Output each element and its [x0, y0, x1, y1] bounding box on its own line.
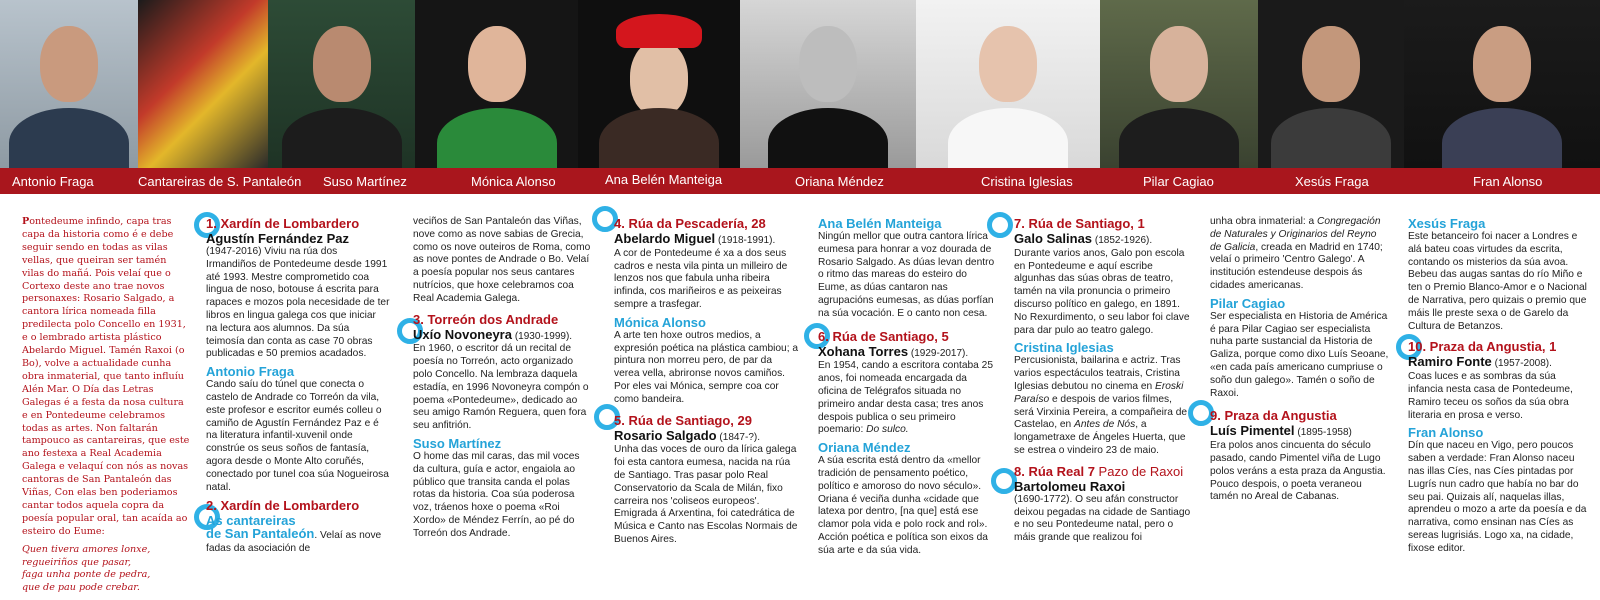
- performer-name: Suso Martínez: [413, 435, 502, 451]
- performer-name: Mónica Alonso: [614, 314, 706, 330]
- stop-heading-place: Pazo de Raxoi: [1094, 463, 1184, 479]
- book-title: Do sulco.: [866, 424, 909, 436]
- photo-cristina-iglesias: [916, 0, 1100, 168]
- column-3: [614, 216, 800, 547]
- photo-monica-alonso: [415, 0, 578, 168]
- continued-text: , creada en Madrid en 1740; velaí o primeiro 'Centro Galego'. A institución estendeuse despois ás cidades americanas.: [1210, 241, 1383, 291]
- photo-suso-martinez: [268, 0, 415, 168]
- honoree-years: (1918-1991).: [717, 235, 776, 246]
- continued-text: unha obra inmaterial: a: [1210, 216, 1318, 227]
- name-label: Cantareiras de S. Pantaleón: [138, 174, 302, 189]
- portrait-strip: [0, 0, 1600, 168]
- honoree-name: Luís Pimentel: [1210, 423, 1295, 439]
- verse-line: regueiriños que pasar,: [22, 556, 132, 568]
- performer-text: . Velaí as nove fadas da asociación de: [206, 530, 382, 555]
- honoree-years: (1895-1958): [1297, 427, 1352, 439]
- verse-line: Quen tivera amores lonxe,: [22, 543, 151, 555]
- performer-name: de San Pantaleón: [206, 526, 315, 542]
- stop-heading: 9. Praza da Angustia: [1210, 408, 1337, 424]
- honoree-text: A cor de Pontedeume é xa a dos seus cadros e nesta vila pinta un milleiro de lenzos nos que fabula unha ribeira infinda, cos mariñeiros e as peixeiras sempre a trasfegar.: [614, 247, 788, 310]
- honoree-text: Era polos anos cincuenta do século pasado, cando Pimentel viña de Lugo polos veráns a esta praza da Angustia. Pouco despois, o poeta veraneou tamén no Areal de Cabanas.: [1210, 440, 1386, 503]
- name-label: Mónica Alonso: [471, 174, 556, 189]
- name-label: Fran Alonso: [1473, 174, 1543, 189]
- performer-text: Dín que naceu en Vigo, pero poucos saben a verdade: Fran Alonso naceu nas illas Cíes, nas Cíes pintadas por Lugrís nun cadro que había no bar do seu pai. Quizais alí, naquelas illas, aprendeu o mozo a arte da poesía e da narrativa, como ensinan nas Cíes as sereas lugrisiás. Logo xa, na cidade, fixose editor.: [1408, 440, 1587, 554]
- column-4: [818, 216, 998, 558]
- performer-text: Percusionista, bailarina e actriz. Tras varios espectáculos teatrais, Cristina Iglesias debutou no cinema en: [1014, 355, 1181, 392]
- photo-cantareiras: [138, 0, 268, 168]
- name-label: Ana Belén Manteiga: [605, 172, 723, 187]
- honoree-name: Bartolomeu Raxoi: [1014, 478, 1126, 494]
- performer-text: A súa escrita está dentro da «mellor tradición de pensamento poético, político e amoroso do novo século». Oriana é veciña dunha «cidade que latexa por dentro, [na que] está ese clamor pola vida e polo rock and rol». Acción poética e política son eixos da súa arte e da súa vida.: [818, 455, 988, 556]
- performer-name: Antonio Fraga: [206, 364, 295, 380]
- photo-oriana-mendez: [740, 0, 916, 168]
- name-label: Antonio Fraga: [12, 174, 94, 189]
- verse-line: faga unha ponte de pedra,: [22, 569, 151, 581]
- performer-text: Este betanceiro foi nacer a Londres e alá bateu coas virtudes da escrita, contando os misterios da súa avoa. Bebeu das augas santas do río Miño e ten o Premio Blanco-Amor e o Nacional de Narrativa, pero quizais o premio que máis lle preste sexa o de Garelo da Cultura de Betanzos.: [1408, 231, 1587, 332]
- performer-text: O home das mil caras, das mil voces da cultura, guía e actor, engaiola ao público que transita canda el polas rotas da historia. Coa súa poderosa voz, tráenos hoxe o poema «Roi Xordo» de Méndez Ferrín, ao pé do Torreón dos Andrade.: [413, 450, 580, 539]
- performer-text: e despois de varios filmes, será Virxinia Pereira, a compañeira de Castelao, en: [1014, 393, 1188, 431]
- performer-name: Xesús Fraga: [1408, 216, 1486, 231]
- verse-line: que de pau pode crebar.: [22, 582, 140, 594]
- performer-name: Oriana Méndez: [818, 440, 911, 456]
- stop-heading: 4. Rúa da Pescadería, 28: [614, 216, 766, 231]
- performer-name: Ana Belén Manteiga: [818, 216, 942, 231]
- stop-heading: 5. Rúa de Santiago, 29: [614, 412, 752, 428]
- photo-antonio-fraga: [0, 0, 138, 168]
- name-label: Pilar Cagiao: [1143, 174, 1214, 189]
- photo-ana-belen-manteiga: [578, 0, 740, 168]
- honoree-years: (1852-1926).: [1094, 235, 1153, 246]
- performer-name: Fran Alonso: [1408, 425, 1484, 441]
- film-title: Eroski Paraíso: [1014, 380, 1184, 405]
- honoree-text: Unha das voces de ouro da lírica galega foi esta cantora eumesa, nacida na rúa de Santiago. Tras pasar polo Real Conservatorio da Scala de Milán, fixo carreira nos 'coliseos europeos'. Emigrada á Arxentina, foi catedrática de Música e Canto nas Escolas Normais de Buenos Aires.: [614, 444, 798, 545]
- honoree-years: (1847-?).: [719, 431, 760, 443]
- performer-text: Ser especialista en Historia de América é para Pilar Cagiao ser especialista nuha parte sustancial da Historia de Galiza, porque como dixo Luís Seoane, «en cada país americano cumpriuse o soño dun galego». Tamén o soño de Raxoi.: [1210, 310, 1389, 399]
- honoree-name: Xohana Torres: [818, 343, 909, 359]
- column-1: [206, 216, 390, 556]
- honoree-years: (1947-2016): [206, 246, 262, 257]
- continued-text: veciños de San Pantaleón das Viñas, nove como as nove sabias de Grecia, como os nove outeiros de Roma, como as nove pontes de Andrade o Bo. Velaí a poesía popular nos seus cantares nutrícios, que hoxe celebramos coa Real Academia Galega.: [413, 216, 591, 304]
- performer-text: Ningún mellor que outra cantora lírica eumesa para honrar a voz dourada de Rosario Salgado. As dúas levan dentro o ritmo das mareas do esteiro do Eume, as dúas cantaron nas agrupacións eumesas, as dúas porfían na súa vocación. E o canto non cesa.: [818, 231, 995, 319]
- honoree-years: (1929-2017).: [910, 347, 969, 359]
- performer-name: As cantareiras: [206, 513, 296, 529]
- photo-fran-alonso: [1404, 0, 1600, 168]
- film-title: Antes de Nós: [1074, 419, 1136, 431]
- performer-text: , a longametraxe de Ángeles Huerta, que se estrea o vindeiro 23 de maio.: [1014, 419, 1186, 456]
- column-2: [413, 216, 593, 541]
- name-label: Cristina Iglesias: [981, 174, 1073, 189]
- photo-xesus-fraga: [1258, 0, 1404, 168]
- honoree-name: Galo Salinas: [1014, 231, 1093, 246]
- honoree-text: Viviu na rúa dos Irmandiños de Pontedeume desde 1991 até 1993. Mestre comprometido coa lingua de noso, botouse á escrita para rapaces e mozos pola necesidade de ter libros en lingua galega cos que iniciar na lectura aos alumnos. Da súa teimosía dan conta as case 70 obras publicadas e 50 premios acadados.: [206, 246, 390, 360]
- honoree-name: Rosario Salgado: [614, 427, 717, 443]
- intro-paragraph: ontedeume infindo, capa tras capa da historia como é e debe seguir sendo en todas as vilas vellas, que queiran ser tamén vilas do mañá. Pois velaí que o Cortexo deste ano trae novos personaxes: Rosario Salgado, a cantora lírica nomeada filla predilecta polo Concello en 1931, e o lembrado artista plástico Abelardo Miguel. Tamén Raxoi (o Bo), volve a actualidade cunha obra inmaterial, que tanto influíu Alén Mar. O Día das Letras Galegas é a festa da nosa cultura e en Pontedeume celebramos todas as artes. Non faltarán tampouco as cantareiras, que este ano festexa a Real Academia Galega e velaquí con nós as novas cantoras de San Pantaleón das Viñas, Con elas ben poderiamos cantar todos aquela copra da poesía popular oral, tan acaída ao esteiro do Eume:: [22, 216, 190, 537]
- performer-name: Pilar Cagiao: [1210, 295, 1286, 311]
- stop-heading: 2. Xardín de Lombardero: [206, 498, 360, 514]
- institution-name: Congregación de Naturales y Originarios del Reyno de Galicia: [1210, 216, 1381, 253]
- stop-heading: 7. Rúa de Santiago, 1: [1014, 216, 1145, 231]
- column-6: [1210, 216, 1390, 504]
- honoree-text: En 1960, o escritor dá un recital de poesía no Torreón, acto organizado polo Concello. Na lembraza daquela estadía, en 1996 Novoneyra compón o poema «Pontedeume», dedicado ao seu amigo Ramón Reguera, quen fora seu anfitrión.: [413, 343, 589, 432]
- photo-pilar-cagiao: [1100, 0, 1258, 168]
- honoree-name: Uxío Novoneyra: [413, 326, 512, 342]
- red-hat-shape: [616, 14, 702, 48]
- drop-cap: P: [22, 216, 30, 227]
- performer-name: Cristina Iglesias: [1014, 340, 1114, 356]
- honoree-name: Abelardo Miguel: [614, 231, 716, 246]
- stop-heading: 3. Torreón dos Andrade: [413, 311, 559, 327]
- stop-heading: 1. Xardín de Lombardero: [206, 216, 360, 231]
- honoree-text: (1690-1772). O seu afán constructor deixou pegadas na cidade de Santiago e no seu Pontedeume natal, pero o máis grande que realizou foi: [1014, 493, 1191, 544]
- name-label: Suso Martínez: [323, 174, 407, 189]
- column-5: [1014, 216, 1192, 545]
- performer-text: Cando saíu do túnel que conecta o castelo de Andrade co Torreón da vila, este profesor e escritor eumés colleu o camiño de Agustín Fernández Paz e é na literatura infantil-xuvenil onde constrúe os seus soños de fantasía, agora desde o Monte Alto coruñés, conectado por tunel coa súa Nogueirosa natal.: [206, 379, 389, 493]
- intro-text: [22, 216, 190, 595]
- stop-heading: 6. Rúa de Santiago, 5: [818, 328, 949, 344]
- name-label: Oriana Méndez: [795, 174, 884, 189]
- honoree-text: Coas luces e as sombras da súa infancia nesta casa de Pontedeume, Ramiro teceu os soños da súa obra literaria en prosa e verso.: [1408, 371, 1573, 421]
- honoree-name: Agustín Fernández Paz: [206, 231, 350, 246]
- stop-heading: 10. Praza da Angustia, 1: [1408, 339, 1557, 355]
- honoree-text: Durante varios anos, Galo pon escola en Pontedeume e aquí escribe algunhas das súas obras de teatro, tamén na vila pronuncia o primeiro discurso político en galego, en 1891. No Rexurdimento, o seu labor foi clave para dar pulo ao teatro galego.: [1014, 247, 1190, 336]
- poem-verse: [22, 544, 190, 596]
- honoree-text: En 1954, cando a escritora contaba 25 anos, foi nomeada encargada da oficina de Telégrafos situada no primeiro andar desta casa; tres anos despois publica o seu primeiro poemario:: [818, 360, 994, 436]
- honoree-years: (1930-1999).: [514, 330, 573, 342]
- stop-heading: 8. Rúa Real 7: [1014, 463, 1095, 479]
- column-7: [1408, 216, 1588, 556]
- name-label: Xesús Fraga: [1295, 174, 1369, 189]
- honoree-years: (1957-2008).: [1494, 358, 1552, 370]
- performer-text: A arte ten hoxe outros medios, a expresión poética na plástica cambiou; a pintura non morreu pero, de par da verea vella, abrironse novos camiños. Por eles vai Mónica, sempre coa cor como bandeira.: [614, 329, 799, 405]
- honoree-name: Ramiro Fonte: [1408, 354, 1492, 370]
